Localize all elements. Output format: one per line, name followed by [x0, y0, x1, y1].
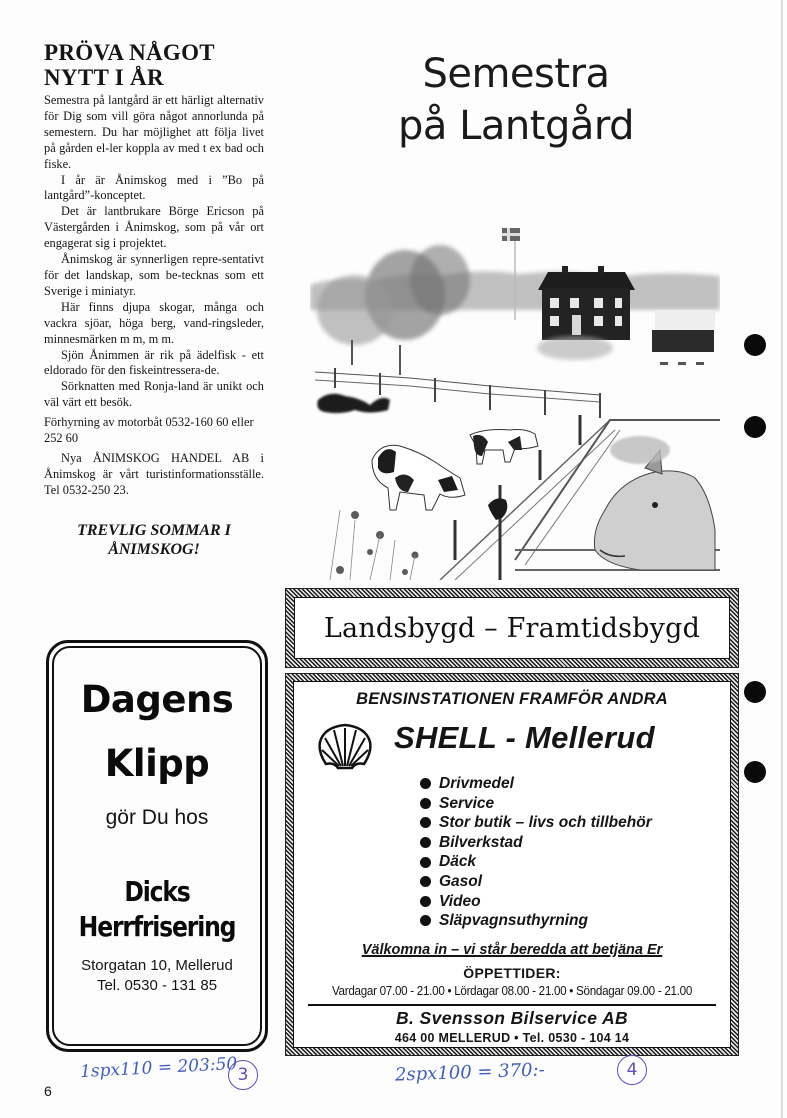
service-label: Service [439, 794, 495, 812]
shell-ad-brand: SHELL - Mellerud [394, 720, 655, 755]
ad-headline-1: Dagens [80, 678, 234, 721]
service-item [420, 852, 652, 872]
article-closing: TREVLIG SOMMAR I ÅNIMSKOG! [77, 521, 231, 558]
shell-ad-headline: BENSINSTATIONEN FRAMFÖR ANDRA [356, 690, 668, 708]
divider [308, 1004, 716, 1006]
page-edge [781, 0, 783, 1118]
circled-number-right: 4 [617, 1055, 647, 1085]
tourist-info: Nya ÅNIMSKOG HANDEL AB i Ånimskog är vårt turistinformationsställe. Tel 0532-250 23. [44, 450, 264, 497]
feature-title [380, 48, 652, 152]
ad-subline: gör Du hos [105, 806, 209, 829]
ad-dagens-klipp [46, 640, 268, 1052]
shell-welcome: Välkomna in – vi står beredda att betjäna Er [361, 942, 663, 958]
bullet-icon [420, 817, 431, 828]
ad-phone: Tel. 0530 - 131 85 [96, 977, 218, 994]
punch-hole [744, 416, 766, 438]
article-prova-nagot [44, 40, 264, 559]
service-label: Bilverkstad [439, 833, 523, 851]
article-paragraph: Här finns djupa skogar, många och vackra sjöar, höga berg, vand-ringsleder, minnesmärken m m, m m. [44, 299, 264, 346]
banner-landsbygd [285, 588, 739, 668]
farm-illustration [310, 210, 720, 580]
service-item [420, 911, 652, 931]
punch-hole [744, 681, 766, 703]
handwritten-note-left: 1spx110 = 203:50 [79, 1053, 238, 1083]
service-item [420, 813, 652, 833]
ad-address: Storgatan 10, Mellerud [81, 957, 233, 974]
service-label: Släpvagnsuthyrning [439, 912, 588, 930]
service-label: Däck [439, 853, 477, 871]
article-paragraph: Ånimskog är synnerligen repre-sentativt för det landskap, som be-tecknas som ett Sverige i miniatyr. [44, 252, 264, 298]
feature-title-line-1: Semestra [422, 51, 610, 97]
shell-ad-inner [293, 681, 731, 1048]
article-paragraph: Semestra på lantgård är ett härligt alternativ för Dig som vill göra något annorlunda på semestern. Du har möjlighet att följa livet på gården el-ler koppla av med t ex bad och fiske. [44, 93, 264, 171]
bullet-icon [420, 778, 431, 789]
shell-contact: 464 00 MELLERUD • Tel. 0530 - 104 14 [394, 1031, 630, 1045]
service-item [420, 892, 652, 912]
shell-services-list [420, 774, 652, 931]
bullet-icon [420, 915, 431, 926]
service-label: Stor butik – livs och tillbehör [439, 814, 652, 832]
ad-headline-2: Klipp [104, 742, 210, 785]
article-paragraph: I år är Ånimskog med i ”Bo på lantgård”-konceptet. [44, 172, 264, 203]
ad-business-name-1: Dicks [124, 875, 190, 908]
bullet-icon [420, 896, 431, 907]
bullet-icon [420, 876, 431, 887]
banner-text: Landsbygd – Framtidsbygd [323, 612, 701, 644]
service-item [420, 872, 652, 892]
shell-company-name: B. Svensson Bilservice AB [395, 1008, 629, 1028]
shell-logo-icon [316, 722, 374, 772]
article-paragraph: Sjön Ånimmen är rik på ädelfisk - ett eldorado för den fiskeintressera-de. [44, 347, 264, 378]
ad-shell-mellerud [285, 673, 739, 1056]
article-headline: PRÖVA NÅGOT NYTT I ÅR [44, 40, 215, 90]
punch-hole [744, 334, 766, 356]
article-paragraph: Sörknatten med Ronja-land är unikt och väl värt ett besök. [44, 379, 264, 410]
punch-hole [744, 761, 766, 783]
bullet-icon [420, 837, 431, 848]
feature-title-line-2: på Lantgård [398, 103, 634, 149]
bullet-icon [420, 857, 431, 868]
service-label: Video [439, 892, 481, 910]
bullet-icon [420, 798, 431, 809]
ad-business-name-2: Herrfrisering [78, 910, 236, 943]
page-number: 6 [44, 1083, 52, 1099]
opening-hours-label: ÖPPETTIDER: [463, 965, 561, 981]
handwritten-note-right: 2spx100 = 370:- [394, 1059, 546, 1086]
ad-inner-frame [52, 646, 262, 1046]
service-item [420, 774, 652, 794]
opening-hours: Vardagar 07.00 - 21.00 • Lördagar 08.00 - 21.00 • Söndagar 09.00 - 21.00 [331, 984, 693, 998]
article-paragraph: Det är lantbrukare Börge Ericson på Västergården i Ånimskog, som på vår ort engagerat sig i projektet. [44, 204, 264, 251]
service-label: Gasol [439, 872, 483, 890]
boat-rental-info: Förhyrning av motorbåt 0532-160 60 eller 252 60 [44, 415, 254, 446]
service-item [420, 794, 652, 814]
service-item [420, 833, 652, 853]
banner-inner [294, 597, 730, 659]
service-label: Drivmedel [439, 775, 514, 792]
circled-number-left: 3 [228, 1060, 258, 1090]
